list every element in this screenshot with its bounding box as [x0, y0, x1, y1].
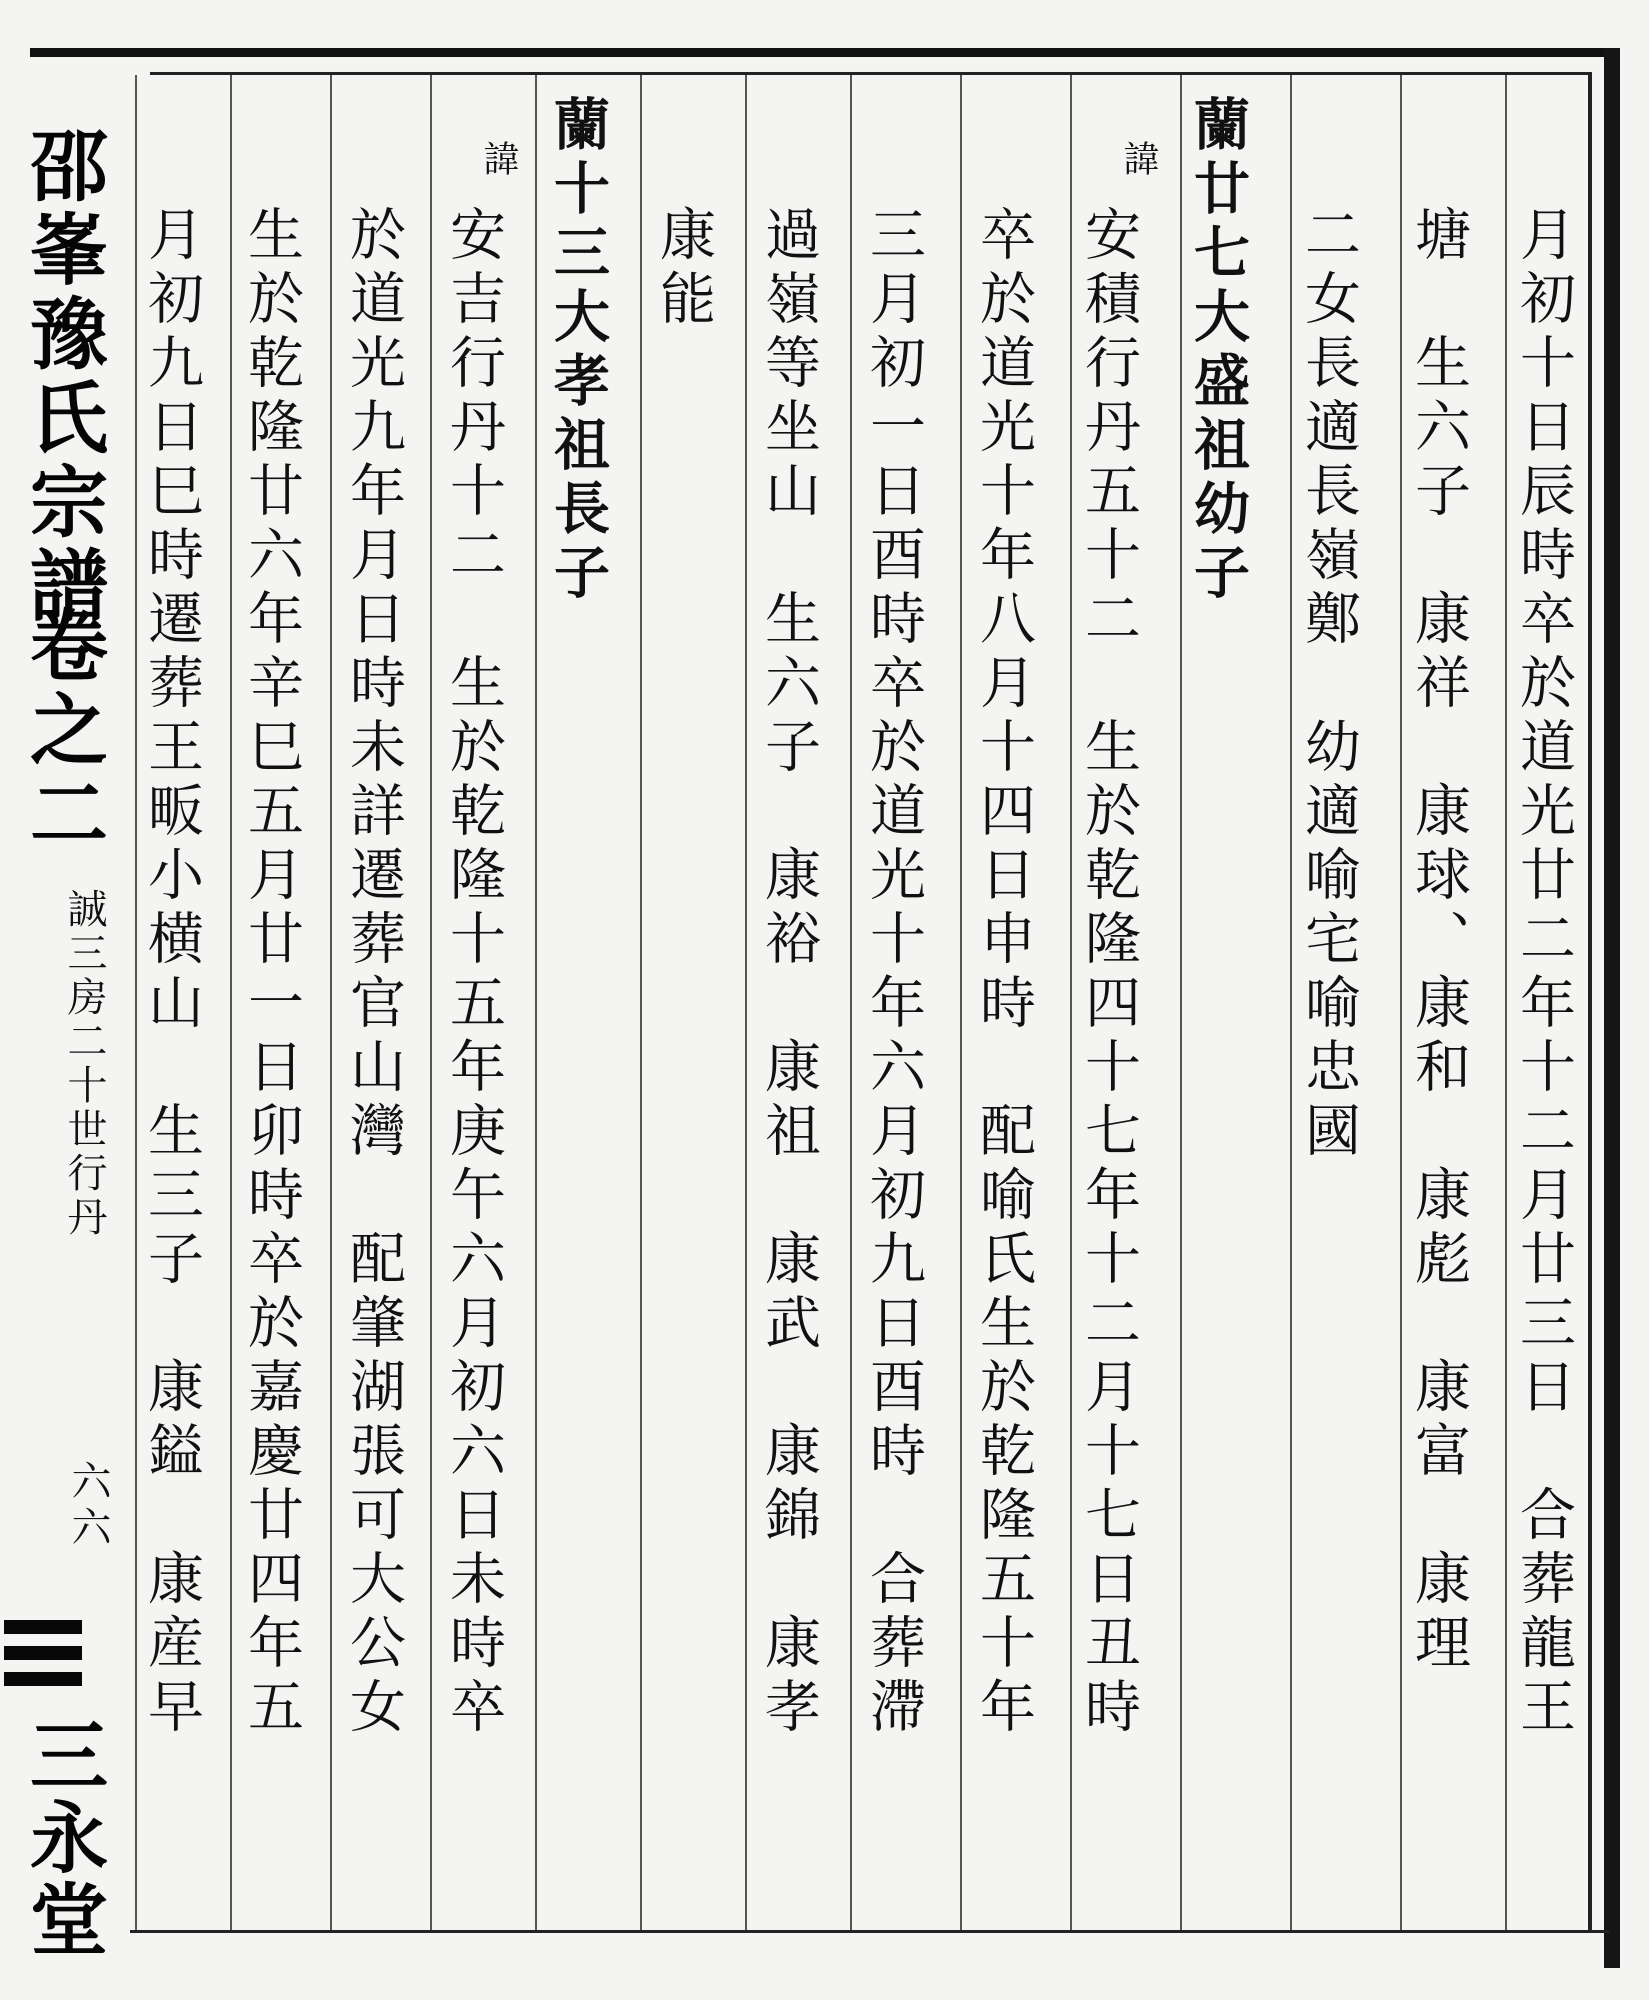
column-divider: [1400, 75, 1402, 1930]
page-number: 六六: [65, 1460, 111, 1552]
frame-top-border: [30, 48, 1620, 57]
frame-bottom-line: [130, 1930, 1610, 1933]
hall-name: 三永堂: [17, 1715, 108, 1961]
taboo-name-marker-2: 諱: [478, 140, 519, 180]
text-column-12: 於道光九年月日時未詳遷葬官山灣 配肇湖張可大公女: [341, 205, 406, 1741]
column-divider: [745, 75, 747, 1930]
column-divider: [1180, 75, 1182, 1930]
column-divider: [1290, 75, 1292, 1930]
text-column-14: 月初九日巳時遷葬王畈小横山 生三子 康鎰 康産早: [139, 205, 204, 1741]
text-column-2: 塘 生六子 康祥 康球、康和 康彪 康富 康理: [1406, 205, 1471, 1677]
column-divider: [1505, 75, 1507, 1930]
entry-heading-2: 蘭十三大孝祖長子: [545, 95, 611, 607]
taboo-name-marker-1: 諱: [1118, 140, 1159, 180]
text-column-11: 安吉行丹十二 生於乾隆十五年庚午六月初六日未時卒: [441, 205, 506, 1741]
column-divider: [960, 75, 962, 1930]
column-divider: [850, 75, 852, 1930]
frame-right-border: [1604, 48, 1620, 1968]
text-column-13: 生於乾隆廿六年辛巳五月廿一日卯時卒於嘉慶廿四年五: [239, 205, 304, 1741]
section-label: 誠三房二十世行丹: [61, 888, 107, 1240]
frame-right-inner-line: [1588, 72, 1592, 1932]
text-column-6: 卒於道光十年八月十四日申時 配喻氏生於乾隆五十年: [971, 205, 1036, 1741]
book-spine-margin: [0, 60, 140, 1960]
column-divider: [430, 75, 432, 1930]
frame-inner-top-line: [150, 72, 1590, 75]
column-divider: [640, 75, 642, 1930]
column-divider: [230, 75, 232, 1930]
volume-label: 卷之二: [17, 605, 108, 857]
text-column-7: 三月初一日酉時卒於道光十年六月初九日酉時 合葬滯: [861, 205, 926, 1741]
text-column-1: 月初十日辰時卒於道光廿二年十二月廿三日 合葬龍王: [1511, 205, 1576, 1741]
text-column-8: 過嶺等坐山 生六子 康裕 康祖 康武 康錦 康孝: [756, 205, 821, 1741]
genealogy-title: 邵峯豫氏宗譜: [17, 125, 108, 629]
fishtail-marks: [4, 1620, 82, 1710]
column-divider: [1070, 75, 1072, 1930]
entry-heading-1: 蘭廿七大盛祖幼子: [1185, 95, 1251, 607]
column-divider: [535, 75, 537, 1930]
column-divider: [330, 75, 332, 1930]
text-column-5: 安積行丹五十二 生於乾隆四十七年十二月十七日丑時: [1076, 205, 1141, 1741]
text-column-9: 康能: [651, 205, 716, 333]
text-column-3: 二女長適長嶺鄭 幼適喻宅喻忠國: [1296, 205, 1361, 1165]
